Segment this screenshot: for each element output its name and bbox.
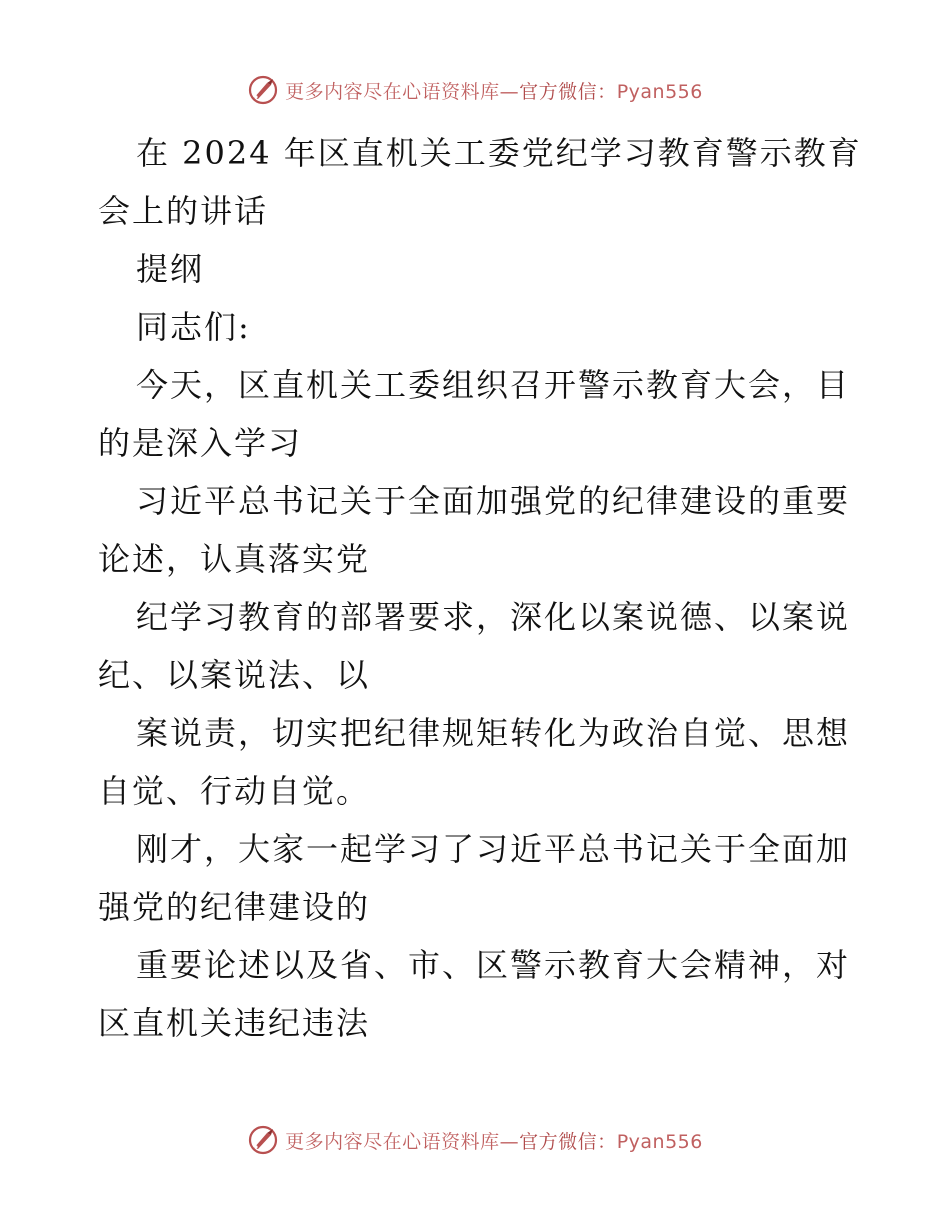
text-line: 会上的讲话 xyxy=(98,192,269,230)
watermark-site-name: 更多内容尽在心语资料库 xyxy=(285,80,500,103)
quill-pen-logo-icon xyxy=(247,74,279,106)
text-line: 今天，区直机关工委组织召开警示教育大会，目 xyxy=(136,366,851,404)
quill-pen-logo-icon xyxy=(247,1124,279,1156)
text-line: 重要论述以及省、市、区警示教育大会精神，对 xyxy=(136,946,851,984)
text-line: 强党的纪律建设的 xyxy=(98,888,371,926)
watermark-text xyxy=(285,1127,703,1154)
text-line: 习近平总书记关于全面加强党的纪律建设的重要 xyxy=(136,482,851,520)
text-line: 论述，认真落实党 xyxy=(98,540,371,578)
watermark-wechat-id: Pyan556 xyxy=(616,1130,703,1153)
watermark-site-name: 更多内容尽在心语资料库 xyxy=(285,1130,500,1153)
watermark-wechat-label: 官方微信： xyxy=(519,1130,617,1153)
watermark-wechat-id: Pyan556 xyxy=(616,80,703,103)
text-line: 案说责，切实把纪律规矩转化为政治自觉、思想 xyxy=(136,714,851,752)
footer-watermark xyxy=(0,1120,950,1160)
text-line: 纪学习教育的部署要求，深化以案说德、以案说 xyxy=(136,598,851,636)
watermark-dash: — xyxy=(499,80,520,103)
text-line: 提纲 xyxy=(136,250,205,288)
watermark-dash: — xyxy=(499,1130,520,1153)
text-line: 区直机关违纪违法 xyxy=(98,1004,371,1042)
text-line: 刚才，大家一起学习了习近平总书记关于全面加 xyxy=(136,830,851,868)
text-line: 的是深入学习 xyxy=(98,424,303,462)
text-line: 自觉、行动自觉。 xyxy=(98,772,371,810)
watermark-wechat-label: 官方微信： xyxy=(519,80,617,103)
text-line: 同志们: xyxy=(136,308,251,346)
document-body xyxy=(98,124,862,1052)
watermark-text xyxy=(285,77,703,104)
header-watermark xyxy=(0,70,950,110)
text-line: 在 2024 年区直机关工委党纪学习教育警示教育 xyxy=(136,134,862,172)
text-line: 纪、以案说法、以 xyxy=(98,656,371,694)
document-text xyxy=(98,124,862,1052)
